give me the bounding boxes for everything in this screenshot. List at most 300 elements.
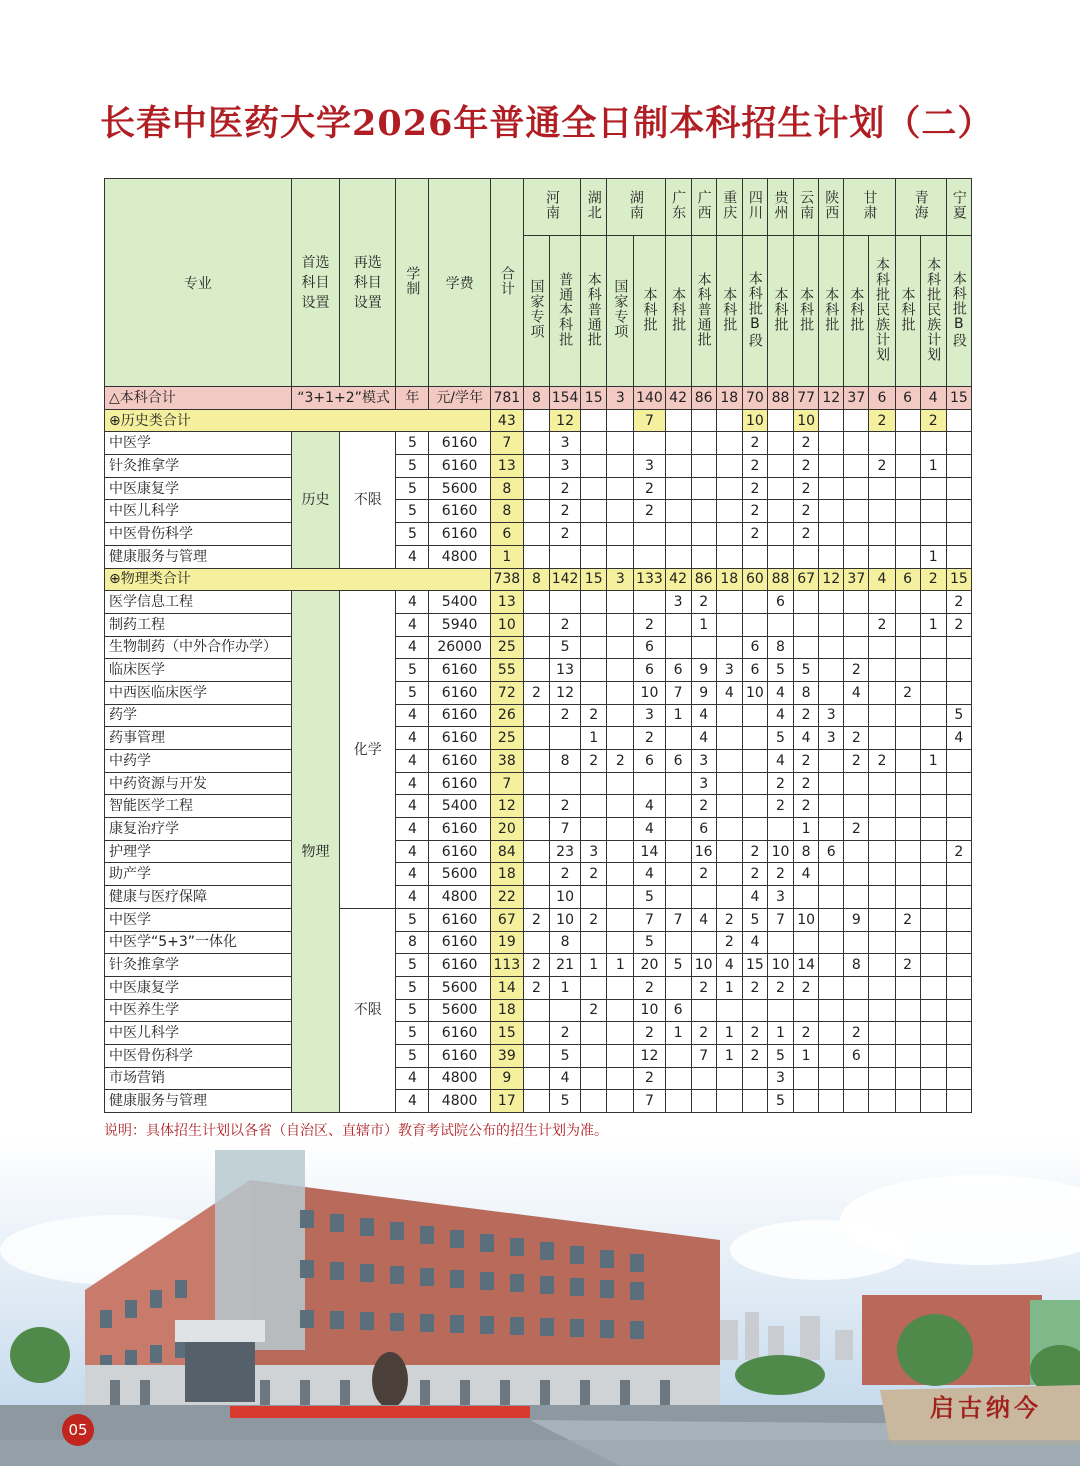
plan-value [716, 636, 742, 659]
major-duration: 4 [396, 863, 429, 886]
plan-value [895, 704, 920, 727]
major-name: 中西医临床医学 [105, 681, 292, 704]
plan-value: 1 [716, 1022, 742, 1045]
major-duration: 4 [396, 727, 429, 750]
plan-value: 6 [869, 387, 895, 410]
plan-value: 2 [581, 704, 607, 727]
plan-value [794, 886, 819, 909]
plan-value [742, 704, 767, 727]
table-row [105, 1090, 972, 1113]
plan-value [716, 591, 742, 614]
plan-value [946, 931, 971, 954]
plan-value [665, 432, 691, 455]
header-province [895, 179, 946, 236]
header-batch [607, 236, 634, 387]
plan-value: 7 [634, 908, 665, 931]
plan-value: 7 [665, 908, 691, 931]
plan-value: 3 [607, 387, 634, 410]
plan-value [819, 523, 844, 546]
category-total: 43 [490, 409, 523, 432]
plan-value: 10 [767, 954, 793, 977]
major-total: 20 [490, 818, 523, 841]
plan-value: 2 [767, 772, 793, 795]
plan-value [946, 1067, 971, 1090]
plan-value [665, 931, 691, 954]
plan-value: 2 [794, 704, 819, 727]
plan-value: 154 [550, 387, 581, 410]
plan-value [869, 704, 895, 727]
plan-value: 6 [691, 818, 716, 841]
plan-value: 2 [946, 840, 971, 863]
major-total: 22 [490, 886, 523, 909]
plan-value [523, 455, 549, 478]
plan-value: 6 [895, 387, 920, 410]
plan-value [819, 818, 844, 841]
plan-value [607, 704, 634, 727]
plan-value [523, 432, 549, 455]
plan-value [819, 931, 844, 954]
plan-value: 4 [634, 863, 665, 886]
plan-value [946, 636, 971, 659]
header-province [523, 179, 580, 236]
plan-value: 13 [550, 659, 581, 682]
plan-value: 2 [523, 681, 549, 704]
plan-value: 6 [665, 750, 691, 773]
plan-value [895, 1067, 920, 1090]
plan-value [581, 659, 607, 682]
plan-value [819, 886, 844, 909]
major-tuition: 5940 [429, 613, 490, 636]
plan-value [869, 659, 895, 682]
plan-value [794, 931, 819, 954]
major-total: 14 [490, 976, 523, 999]
major-tuition: 6160 [429, 772, 490, 795]
major-duration: 5 [396, 954, 429, 977]
plan-value [920, 976, 946, 999]
major-duration: 4 [396, 818, 429, 841]
plan-value: 2 [767, 863, 793, 886]
plan-value [581, 591, 607, 614]
major-total: 19 [490, 931, 523, 954]
plan-value: 133 [634, 568, 665, 591]
plan-value: 8 [550, 931, 581, 954]
plan-value: 2 [844, 818, 869, 841]
header-batch [581, 236, 607, 387]
plan-value [920, 840, 946, 863]
header-batch-text: 本科批民族计划 [873, 256, 890, 362]
table-row [105, 999, 972, 1022]
plan-value: 2 [691, 976, 716, 999]
header-batch [920, 236, 946, 387]
table-row [105, 432, 972, 455]
plan-value: 2 [550, 795, 581, 818]
plan-value: 2 [550, 523, 581, 546]
header-batch [523, 236, 549, 387]
plan-value [920, 659, 946, 682]
plan-value: 3 [767, 1067, 793, 1090]
plan-value: 10 [550, 908, 581, 931]
plan-value [581, 500, 607, 523]
plan-value [523, 727, 549, 750]
plan-value [716, 818, 742, 841]
plan-value [716, 727, 742, 750]
plan-value [581, 545, 607, 568]
plan-value [607, 976, 634, 999]
header-duration [396, 179, 429, 387]
plan-value [581, 886, 607, 909]
plan-value [550, 772, 581, 795]
plan-value: 3 [634, 704, 665, 727]
plan-value: 2 [550, 477, 581, 500]
plan-value [691, 999, 716, 1022]
major-total: 55 [490, 659, 523, 682]
plan-value [523, 818, 549, 841]
plan-value [920, 772, 946, 795]
plan-value [920, 1090, 946, 1113]
major-duration: 5 [396, 659, 429, 682]
major-duration: 4 [396, 772, 429, 795]
plan-value [581, 477, 607, 500]
plan-value [946, 863, 971, 886]
plan-value [819, 863, 844, 886]
plan-value: 3 [607, 568, 634, 591]
major-total: 84 [490, 840, 523, 863]
header-batch-text: 本科批B段 [746, 270, 763, 348]
plan-value [767, 545, 793, 568]
plan-value [895, 409, 920, 432]
plan-value [665, 772, 691, 795]
plan-value: 1 [581, 727, 607, 750]
plan-value [844, 432, 869, 455]
plan-value: 4 [794, 863, 819, 886]
major-name: 中医康复学 [105, 477, 292, 500]
plan-value: 1 [607, 954, 634, 977]
plan-value [946, 1022, 971, 1045]
plan-value [767, 523, 793, 546]
plan-value [895, 976, 920, 999]
plan-value [634, 523, 665, 546]
plan-value: 7 [550, 818, 581, 841]
plan-value [742, 1090, 767, 1113]
plan-value: 10 [550, 886, 581, 909]
plan-value [895, 818, 920, 841]
plan-value: 2 [550, 613, 581, 636]
plan-value [607, 727, 634, 750]
major-tuition: 5400 [429, 795, 490, 818]
plan-value [767, 818, 793, 841]
major-name: 中医康复学 [105, 976, 292, 999]
plan-value [895, 659, 920, 682]
header-major: 专业 [105, 179, 292, 387]
plan-value [523, 1090, 549, 1113]
plan-value [581, 1044, 607, 1067]
plan-value: 2 [946, 613, 971, 636]
table-row [105, 795, 972, 818]
major-tuition: 4800 [429, 1090, 490, 1113]
plan-value [819, 1022, 844, 1045]
major-duration: 5 [396, 1044, 429, 1067]
major-tuition: 6160 [429, 681, 490, 704]
header-province-text: 云南 [798, 190, 815, 220]
plan-value [767, 455, 793, 478]
plan-value: 2 [523, 976, 549, 999]
plan-value [581, 523, 607, 546]
major-name: 临床医学 [105, 659, 292, 682]
plan-value: 12 [634, 1044, 665, 1067]
table-row [105, 523, 972, 546]
plan-value [869, 727, 895, 750]
plan-value: 4 [691, 704, 716, 727]
header-batch [634, 236, 665, 387]
major-duration: 4 [396, 795, 429, 818]
table-row [105, 954, 972, 977]
header-province-text: 广东 [670, 190, 687, 220]
plan-value: 2 [895, 681, 920, 704]
plan-value [581, 1090, 607, 1113]
plan-value [895, 727, 920, 750]
plan-value [716, 523, 742, 546]
plan-value [869, 681, 895, 704]
plan-value: 2 [794, 750, 819, 773]
plan-value [523, 636, 549, 659]
header-province [716, 179, 742, 236]
plan-value: 5 [550, 1090, 581, 1113]
plan-value [895, 1022, 920, 1045]
plan-value: 2 [550, 500, 581, 523]
plan-value [607, 1067, 634, 1090]
major-tuition: 6160 [429, 931, 490, 954]
plan-value: 5 [634, 886, 665, 909]
plan-value: 8 [794, 840, 819, 863]
header-province-text: 青海 [912, 190, 929, 220]
plan-value: 2 [634, 477, 665, 500]
plan-value: 42 [665, 568, 691, 591]
plan-value [581, 409, 607, 432]
plan-value [607, 613, 634, 636]
plan-value [634, 545, 665, 568]
plan-value [523, 750, 549, 773]
plan-value: 4 [767, 704, 793, 727]
major-total: 26 [490, 704, 523, 727]
plan-value: 3 [634, 455, 665, 478]
major-name: 市场营销 [105, 1067, 292, 1090]
plan-value [794, 613, 819, 636]
plan-value: 6 [819, 840, 844, 863]
plan-value: 10 [634, 999, 665, 1022]
plan-value: 1 [581, 954, 607, 977]
category-total-label: ⊕历史类合计 [105, 409, 491, 432]
plan-value: 1 [716, 1044, 742, 1067]
plan-value [844, 477, 869, 500]
plan-value: 4 [767, 750, 793, 773]
major-tuition: 6160 [429, 659, 490, 682]
header-batch-text: 本科批 [772, 286, 789, 332]
plan-value [819, 795, 844, 818]
major-tuition: 6160 [429, 1022, 490, 1045]
plan-value [794, 545, 819, 568]
table-row [105, 477, 972, 500]
major-name: 药学 [105, 704, 292, 727]
plan-value [946, 908, 971, 931]
major-name: 针灸推拿学 [105, 954, 292, 977]
header-second-subject-text: 再选科目设置 [353, 254, 382, 311]
plan-value [869, 477, 895, 500]
plan-value: 3 [691, 772, 716, 795]
plan-value [794, 636, 819, 659]
table-row [105, 772, 972, 795]
plan-value: 6 [844, 1044, 869, 1067]
plan-value: 2 [634, 1022, 665, 1045]
plan-value: 140 [634, 387, 665, 410]
header-batch [691, 236, 716, 387]
header-batch-text: 本科批 [899, 286, 916, 332]
plan-value: 1 [794, 1044, 819, 1067]
plan-value: 3 [550, 432, 581, 455]
plan-value: 6 [634, 636, 665, 659]
plan-value: 1 [691, 613, 716, 636]
plan-value: 15 [946, 568, 971, 591]
major-total: 38 [490, 750, 523, 773]
major-name: 中医养生学 [105, 999, 292, 1022]
table-row [105, 704, 972, 727]
plan-value: 3 [716, 659, 742, 682]
category-total-label: ⊕物理类合计 [105, 568, 491, 591]
plan-value: 2 [581, 908, 607, 931]
major-name: 健康服务与管理 [105, 545, 292, 568]
table-row [105, 840, 972, 863]
plan-value [716, 500, 742, 523]
plan-value [819, 636, 844, 659]
plan-value [691, 545, 716, 568]
plan-value: 10 [634, 681, 665, 704]
plan-value [607, 1090, 634, 1113]
plan-value: 2 [691, 1022, 716, 1045]
plan-value [844, 636, 869, 659]
plan-value: 2 [581, 999, 607, 1022]
plan-value [523, 840, 549, 863]
plan-value: 8 [794, 681, 819, 704]
plan-value [844, 455, 869, 478]
table-row [105, 886, 972, 909]
major-tuition: 5400 [429, 591, 490, 614]
plan-value [920, 432, 946, 455]
plan-value: 2 [869, 613, 895, 636]
plan-value [742, 591, 767, 614]
plan-value: 15 [581, 568, 607, 591]
header-batch [895, 236, 920, 387]
plan-value: 21 [550, 954, 581, 977]
plan-value [895, 545, 920, 568]
plan-value [716, 455, 742, 478]
plan-value: 1 [920, 455, 946, 478]
plan-value [819, 500, 844, 523]
plan-value [581, 636, 607, 659]
plan-value: 3 [819, 727, 844, 750]
major-tuition: 4800 [429, 1067, 490, 1090]
header-batch-text: 本科批 [670, 286, 687, 332]
plan-value [691, 1067, 716, 1090]
summary-mode: “3+1+2”模式 [291, 387, 395, 410]
major-name: 健康服务与管理 [105, 1090, 292, 1113]
header-province [581, 179, 607, 236]
plan-value [523, 863, 549, 886]
major-name: 健康与医疗保障 [105, 886, 292, 909]
plan-value [819, 409, 844, 432]
plan-value: 5 [665, 954, 691, 977]
plan-value: 7 [634, 409, 665, 432]
plan-value: 2 [742, 976, 767, 999]
plan-value [920, 1044, 946, 1067]
plan-value: 1 [920, 613, 946, 636]
plan-value [920, 477, 946, 500]
table-row [105, 636, 972, 659]
plan-value [895, 750, 920, 773]
plan-value [550, 727, 581, 750]
plan-value: 12 [550, 681, 581, 704]
table-row [105, 500, 972, 523]
plan-value [767, 432, 793, 455]
plan-value: 7 [691, 1044, 716, 1067]
major-name: 中医儿科学 [105, 500, 292, 523]
plan-value: 5 [767, 1090, 793, 1113]
plan-value [895, 1044, 920, 1067]
plan-value: 18 [716, 387, 742, 410]
plan-value [523, 704, 549, 727]
major-total: 15 [490, 1022, 523, 1045]
plan-value: 5 [550, 1044, 581, 1067]
major-tuition: 6160 [429, 750, 490, 773]
plan-value [767, 931, 793, 954]
plan-value: 2 [691, 591, 716, 614]
plan-value: 4 [691, 908, 716, 931]
plan-value [665, 863, 691, 886]
plan-value [742, 750, 767, 773]
plan-value [920, 704, 946, 727]
plan-value: 6 [665, 999, 691, 1022]
plan-value [869, 432, 895, 455]
plan-value [946, 954, 971, 977]
plan-value: 6 [742, 636, 767, 659]
plan-value [869, 500, 895, 523]
plan-value [895, 1090, 920, 1113]
plan-value: 42 [665, 387, 691, 410]
plan-value [716, 432, 742, 455]
major-name: 针灸推拿学 [105, 455, 292, 478]
plan-value [920, 886, 946, 909]
plan-value [607, 1044, 634, 1067]
major-tuition: 6160 [429, 954, 490, 977]
plan-value [523, 659, 549, 682]
major-total: 9 [490, 1067, 523, 1090]
plan-value [819, 613, 844, 636]
header-batch-text: 本科批 [641, 286, 658, 332]
major-tuition: 6160 [429, 523, 490, 546]
major-name: 中医学 [105, 432, 292, 455]
plan-value: 2 [794, 1022, 819, 1045]
major-name: 智能医学工程 [105, 795, 292, 818]
plan-value [895, 772, 920, 795]
header-batch [844, 236, 869, 387]
major-total: 8 [490, 500, 523, 523]
plan-value [523, 613, 549, 636]
plan-value: 3 [767, 886, 793, 909]
plan-value [920, 591, 946, 614]
plan-value [607, 840, 634, 863]
plan-value: 2 [742, 500, 767, 523]
plan-value [794, 1090, 819, 1113]
plan-value [946, 795, 971, 818]
plan-value: 1 [665, 704, 691, 727]
